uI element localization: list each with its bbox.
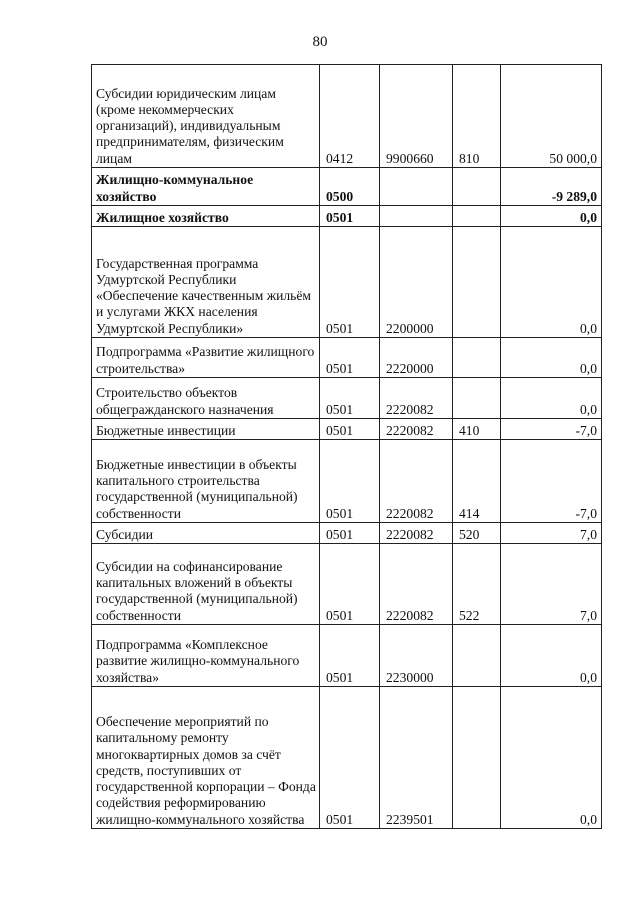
target-code-cell: 2200000 bbox=[380, 227, 453, 338]
expense-code-cell: 414 bbox=[453, 440, 501, 523]
expense-code-cell: 810 bbox=[453, 65, 501, 168]
expense-code-cell bbox=[453, 625, 501, 687]
expense-code-cell: 410 bbox=[453, 419, 501, 440]
section-code-cell: 0501 bbox=[320, 440, 380, 523]
section-code-cell: 0501 bbox=[320, 687, 380, 829]
amount-cell: 50 000,0 bbox=[501, 65, 602, 168]
section-code-cell: 0501 bbox=[320, 625, 380, 687]
target-code-cell: 2220082 bbox=[380, 378, 453, 419]
amount-cell: 0,0 bbox=[501, 687, 602, 829]
row-name-cell: Жилищно-коммунальное хозяйство bbox=[92, 168, 320, 206]
table-row bbox=[92, 378, 602, 419]
amount-cell: 0,0 bbox=[501, 206, 602, 227]
table-row bbox=[92, 687, 602, 829]
target-code-cell: 2230000 bbox=[380, 625, 453, 687]
row-name-cell: Субсидии юридическим лицам (кроме некоммерческих организаций), индивидуальным предпринимателям, физическим лицам bbox=[92, 65, 320, 168]
amount-cell: 7,0 bbox=[501, 544, 602, 625]
amount-cell: 0,0 bbox=[501, 378, 602, 419]
target-code-cell: 2220082 bbox=[380, 544, 453, 625]
row-name-cell: Строительство объектов общегражданского назначения bbox=[92, 378, 320, 419]
table-row bbox=[92, 419, 602, 440]
amount-cell: -7,0 bbox=[501, 440, 602, 523]
section-code-cell: 0501 bbox=[320, 419, 380, 440]
page-number: 80 bbox=[312, 34, 328, 50]
amount-cell: 0,0 bbox=[501, 227, 602, 338]
target-code-cell bbox=[380, 168, 453, 206]
expense-code-cell bbox=[453, 378, 501, 419]
row-name-cell: Бюджетные инвестиции bbox=[92, 419, 320, 440]
table-row bbox=[92, 65, 602, 168]
table-row bbox=[92, 206, 602, 227]
table-row bbox=[92, 523, 602, 544]
section-code-cell: 0501 bbox=[320, 206, 380, 227]
table-row bbox=[92, 168, 602, 206]
target-code-cell: 2220082 bbox=[380, 440, 453, 523]
target-code-cell: 2239501 bbox=[380, 687, 453, 829]
table-row bbox=[92, 338, 602, 378]
section-code-cell: 0501 bbox=[320, 378, 380, 419]
section-code-cell: 0501 bbox=[320, 544, 380, 625]
section-code-cell: 0501 bbox=[320, 227, 380, 338]
row-name-cell: Субсидии bbox=[92, 523, 320, 544]
target-code-cell: 2220082 bbox=[380, 523, 453, 544]
row-name-cell: Обеспечение мероприятий по капитальному ремонту многоквартирных домов за счёт средств, поступивших от государственной корпорации – Фонда содействия реформированию жилищно-коммунального хозяйства bbox=[92, 687, 320, 829]
expense-code-cell bbox=[453, 227, 501, 338]
expense-code-cell bbox=[453, 168, 501, 206]
row-name-cell: Государственная программа Удмуртской Республики «Обеспечение качественным жильём и услугами ЖКХ населения Удмуртской Республики» bbox=[92, 227, 320, 338]
amount-cell: 7,0 bbox=[501, 523, 602, 544]
row-name-cell: Жилищное хозяйство bbox=[92, 206, 320, 227]
amount-cell: -9 289,0 bbox=[501, 168, 602, 206]
section-code-cell: 0501 bbox=[320, 338, 380, 378]
target-code-cell: 9900660 bbox=[380, 65, 453, 168]
table-row bbox=[92, 544, 602, 625]
amount-cell: -7,0 bbox=[501, 419, 602, 440]
amount-cell: 0,0 bbox=[501, 338, 602, 378]
amount-cell: 0,0 bbox=[501, 625, 602, 687]
row-name-cell: Подпрограмма «Развитие жилищного строительства» bbox=[92, 338, 320, 378]
section-code-cell: 0500 bbox=[320, 168, 380, 206]
section-code-cell: 0501 bbox=[320, 523, 380, 544]
target-code-cell: 2220082 bbox=[380, 419, 453, 440]
expense-code-cell bbox=[453, 206, 501, 227]
target-code-cell: 2220000 bbox=[380, 338, 453, 378]
section-code-cell: 0412 bbox=[320, 65, 380, 168]
table-row bbox=[92, 227, 602, 338]
budget-table-body bbox=[92, 65, 602, 829]
budget-table bbox=[91, 64, 602, 829]
expense-code-cell bbox=[453, 687, 501, 829]
expense-code-cell bbox=[453, 338, 501, 378]
target-code-cell bbox=[380, 206, 453, 227]
expense-code-cell: 520 bbox=[453, 523, 501, 544]
expense-code-cell: 522 bbox=[453, 544, 501, 625]
row-name-cell: Подпрограмма «Комплексное развитие жилищно-коммунального хозяйства» bbox=[92, 625, 320, 687]
table-row bbox=[92, 625, 602, 687]
table-row bbox=[92, 440, 602, 523]
row-name-cell: Бюджетные инвестиции в объекты капитального строительства государственной (муниципальной) собственности bbox=[92, 440, 320, 523]
row-name-cell: Субсидии на софинансирование капитальных вложений в объекты государственной (муниципальной) собственности bbox=[92, 544, 320, 625]
